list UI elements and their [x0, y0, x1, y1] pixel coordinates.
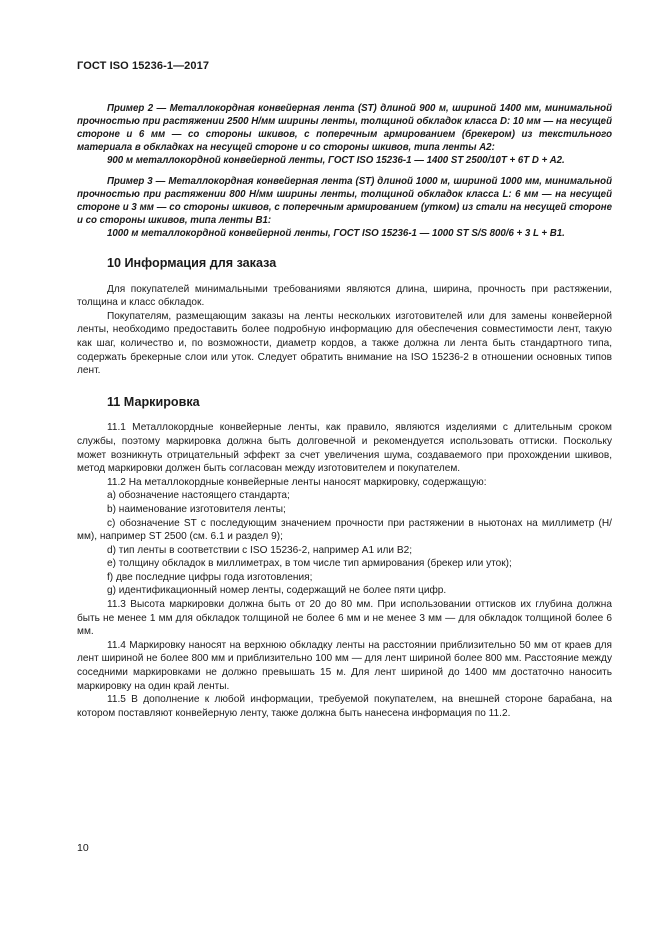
example-2-text: Пример 2 — Металлокордная конвейерная лента (ST) длиной 900 м, шириной 1400 мм, минимальной прочностью при растяжении 2500 Н/мм ширины ленты, толщиной обкладок класса D: 10 мм — на несущей стороне и 6 мм — со стороны шкивов, с поперечным армированием (брекером) из текстильного материала в обкладках на несущей стороне и со стороны шкивов, типа ленты А2: — [77, 103, 612, 153]
clause-11-4: 11.4 Маркировку наносят на верхнюю обкладку ленты на расстоянии приблизительно 50 мм от краев для лент шириной не более 800 мм и приблизительно 100 мм — для лент шириной более 800 мм. Расстояние между соседними маркировками не должно превышать 15 м. Для лент шириной до 1400 мм достаточно наносить маркировку на один край ленты. — [77, 639, 612, 692]
clause-11-2: 11.2 На металлокордные конвейерные ленты наносят маркировку, содержащую: — [107, 476, 487, 488]
document-code-header: ГОСТ ISO 15236-1—2017 — [77, 60, 210, 72]
list-item-a: a) обозначение настоящего стандарта; — [107, 490, 290, 502]
clause-11-1: 11.1 Металлокордные конвейерные ленты, как правило, являются изделиями с длительным сроком службы, поэтому маркировка должна быть долговечной и рекомендуется использовать оттиски. Поскольку может возникнуть отрицательный эффект за счет увеличения шума, создаваемого при прохождении шкивов, метод маркировки должен быть согласован между изготовителем и покупателем. — [77, 422, 612, 475]
clause-11-3: 11.3 Высота маркировки должна быть от 20 до 80 мм. При использовании оттисков их глубина должна быть не менее 1 мм для обкладок толщиной не более 6 мм и не менее 3 мм — для обкладок толщиной более 6 мм. — [77, 599, 612, 638]
list-item-b: b) наименование изготовителя ленты; — [107, 503, 286, 515]
list-item-f: f) две последние цифры года изготовления; — [107, 571, 313, 583]
page-number: 10 — [77, 842, 89, 854]
section-11-heading: 11 Маркировка — [107, 394, 200, 409]
list-item-e: e) толщину обкладок в миллиметрах, в том числе тип армирования (брекер или уток); — [107, 558, 512, 570]
section-10-paragraph: Покупателям, размещающим заказы на ленты нескольких изготовителей или для замены конвейерной ленты, необходимо предоставить более подробную информацию для обеспечения совместимости лент, такую как шаг, количество и, по возможности, диаметр кордов, а также должна ли лента быть стандартного типа, содержать брекерные слои или уток. Следует обратить внимание на ISO 15236-2 в отношении основных типов лент. — [77, 310, 612, 377]
page-content — [77, 102, 612, 720]
example-3-designation: 1000 м металлокордной конвейерной ленты, ГОСТ ISO 15236-1 — 1000 ST S/S 800/6 + 3 L + B1. — [107, 228, 565, 239]
list-item-d: d) тип ленты в соответствии с ISO 15236-2, например А1 или В2; — [107, 544, 413, 556]
section-10-heading: 10 Информация для заказа — [107, 256, 277, 270]
list-item-g: g) идентификационный номер ленты, содержащий не более пяти цифр. — [107, 585, 447, 597]
example-2-designation: 900 м металлокордной конвейерной ленты, ГОСТ ISO 15236-1 — 1400 ST 2500/10T + 6T D + A2. — [107, 155, 565, 166]
example-3-text: Пример 3 — Металлокордная конвейерная лента (ST) длиной 1000 м, шириной 1000 мм, минимальной прочностью при растяжении 800 Н/мм ширины ленты, толщиной обкладок класса L: 6 мм — на несущей стороне и 3 мм — со стороны шкивов, с поперечным армированием (утком) из стали на несущей стороне и со стороны шкивов, типа ленты В1: — [77, 176, 612, 226]
list-item-c: c) обозначение ST с последующим значением прочности при растяжении в ньютонах на миллиметр (Н/мм), например ST 2500 (см. 6.1 и раздел 9); — [77, 517, 612, 543]
section-10-paragraph: Для покупателей минимальными требованиями являются длина, ширина, прочность при растяжении, толщина и класс обкладок. — [77, 283, 612, 309]
clause-11-5: 11.5 В дополнение к любой информации, требуемой покупателем, на внешней стороне барабана, на котором поставляют конвейерную ленту, также должна быть нанесена информация по 11.2. — [77, 694, 612, 719]
